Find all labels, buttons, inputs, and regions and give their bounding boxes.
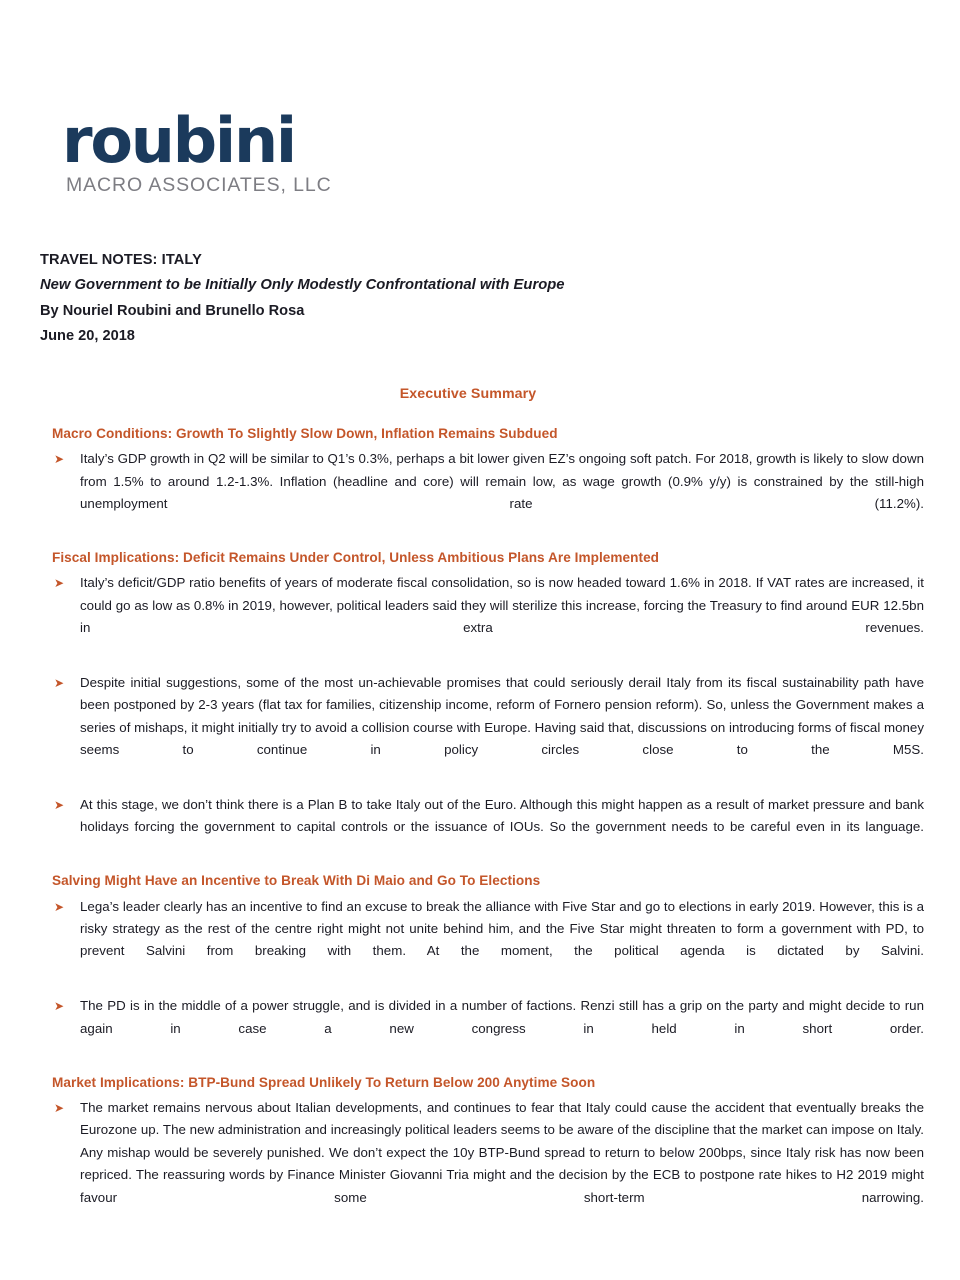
- section-heading: Macro Conditions: Growth To Slightly Slow Down, Inflation Remains Subdued: [52, 426, 558, 441]
- document-subtitle: New Government to be Initially Only Modestly Confrontational with Europe: [40, 277, 565, 294]
- sections-container: [52, 424, 924, 1231]
- bullet-item: [52, 794, 924, 861]
- bullet-arrow-icon: ➤: [54, 1100, 65, 1115]
- bullet-item: [52, 572, 924, 662]
- executive-summary-heading: Executive Summary: [399, 386, 537, 402]
- document-date: June 20, 2018: [40, 327, 135, 344]
- bullet-arrow-icon: ➤: [54, 452, 65, 467]
- bullet-text: Lega’s leader clearly has an incentive to find an excuse to break the alliance with Five Star and go to elections in early 2019. However, this is a risky strategy as the rest of the centre right might not unite behind him, and the Five Star might threaten to form a government with PD, to prevent Salvini from breaking with them. At the moment, the political agenda is dictated by Salvini.: [80, 898, 924, 959]
- bullet-text: The market remains nervous about Italian developments, and continues to fear that Italy could cause the accident that eventually breaks the Eurozone up. The new administration and increasingly political leaders seems to be aware of the discipline that the market can impose on Italy. Any mishap would be severely punished. We don’t expect the 10y BTP-Bund spread to return to below 200bps, since Italy risk has now been repriced. The reassuring words by Finance Minister Giovanni Tria might and the decision by the ECB to postpone rate hikes to H2 2019 might favour some short-term narrowing.: [80, 1099, 924, 1205]
- bullet-text: The PD is in the middle of a power struggle, and is divided in a number of factions. Renzi still has a grip on the party and might decide to run again in case a new congress in held in short order.: [80, 998, 924, 1036]
- bullet-item: [52, 896, 924, 986]
- bullet-item: [52, 995, 924, 1062]
- bullet-text: Despite initial suggestions, some of the most un-achievable promises that could seriously derail Italy from its fiscal sustainability path have been postponed by 2-3 years (flat tax for families, citizenship income, reform of Fornero pension reform). So, unless the Government makes a series of mishaps, it might initially try to avoid a collision course with Europe. Having said that, discussions on introducing forms of fiscal money seems to continue in policy circles close to the M5S.: [80, 675, 925, 758]
- document-kicker: TRAVEL NOTES: ITALY: [40, 252, 202, 268]
- section: [52, 424, 924, 538]
- bullet-arrow-icon: ➤: [54, 899, 65, 914]
- document-header: [40, 248, 740, 349]
- section: [52, 548, 924, 861]
- logo-wordmark: roubini: [62, 104, 295, 177]
- bullet-item: [52, 672, 924, 784]
- document-byline: By Nouriel Roubini and Brunello Rosa: [40, 302, 305, 319]
- bullet-item: [52, 1097, 924, 1231]
- section-heading: Salving Might Have an Incentive to Break With Di Maio and Go To Elections: [52, 873, 541, 889]
- section: [52, 1073, 924, 1232]
- logo-tagline: MACRO ASSOCIATES, LLC: [66, 174, 332, 197]
- section-heading: Fiscal Implications: Deficit Remains Under Control, Unless Ambitious Plans Are Implemented: [52, 550, 660, 566]
- bullet-arrow-icon: ➤: [54, 676, 65, 691]
- bullet-arrow-icon: ➤: [54, 999, 65, 1014]
- section: [52, 871, 924, 1062]
- document-body: [52, 386, 924, 1241]
- company-logo: [62, 104, 392, 197]
- bullet-text: At this stage, we don’t think there is a Plan B to take Italy out of the Euro. Although this might happen as a result of market pressure and bank holidays forcing the government to capital controls or the issuance of IOUs. So the government needs to be careful even in its language.: [80, 797, 924, 835]
- bullet-text: Italy’s GDP growth in Q2 will be similar to Q1’s 0.3%, perhaps a bit lower given EZ’s ongoing soft patch. For 2018, growth is likely to slow down from 1.5% to around 1.2-1.3%. Inflation (headline and core) will remain low, as wage growth (0.9% y/y) is constrained by the still-high unemployment rate (11.2%).: [80, 451, 924, 512]
- section-heading: Market Implications: BTP-Bund Spread Unlikely To Return Below 200 Anytime Soon: [52, 1074, 596, 1090]
- bullet-arrow-icon: ➤: [54, 798, 65, 813]
- bullet-arrow-icon: ➤: [54, 576, 65, 591]
- bullet-item: [52, 448, 924, 538]
- bullet-text: Italy’s deficit/GDP ratio benefits of years of moderate fiscal consolidation, so is now headed toward 1.6% in 2018. If VAT rates are increased, it could go as low as 0.8% in 2019, however, political leaders said they will sterilize this increase, forcing the Treasury to find around EUR 12.5bn in extra revenues.: [80, 575, 924, 636]
